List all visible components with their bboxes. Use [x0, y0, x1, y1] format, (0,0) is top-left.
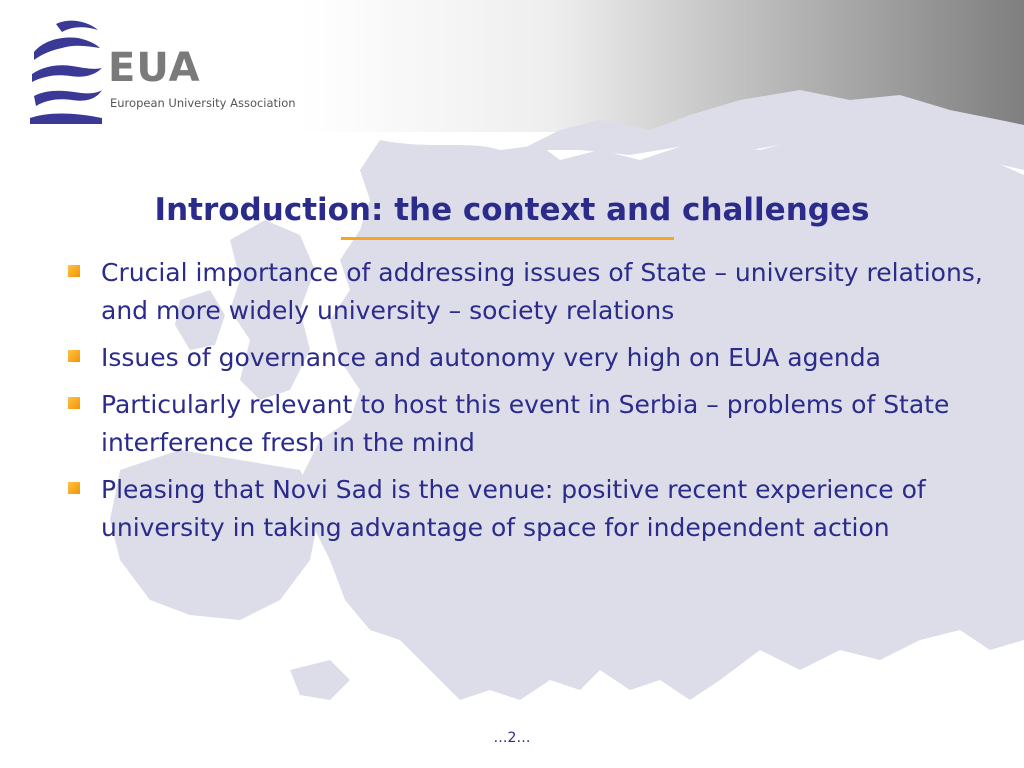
orange-square-bullet-icon	[68, 482, 80, 494]
bullet-text: Pleasing that Novi Sad is the venue: positive recent experience of university in taking advantage of space for independent action	[101, 475, 926, 542]
bullet-item	[66, 254, 986, 330]
eua-globe-emblem-icon	[28, 18, 108, 124]
bullet-item	[66, 386, 986, 462]
orange-square-bullet-icon	[68, 350, 80, 362]
page-number: …2…	[493, 730, 531, 746]
orange-square-bullet-icon	[68, 265, 80, 277]
title-underline	[341, 237, 674, 240]
bullet-text: Issues of governance and autonomy very high on EUA agenda	[101, 343, 881, 372]
bullet-item	[66, 471, 986, 547]
bullet-text: Particularly relevant to host this event in Serbia – problems of State interference fresh in the mind	[101, 390, 950, 457]
orange-square-bullet-icon	[68, 397, 80, 409]
slide-title: Introduction: the context and challenges	[154, 192, 870, 228]
bullet-list	[66, 254, 986, 556]
logo-tagline: European University Association	[110, 96, 296, 110]
bullet-item	[66, 339, 986, 377]
eua-logo	[28, 18, 318, 128]
bullet-text: Crucial importance of addressing issues of State – university relations, and more widely university – society relations	[101, 258, 983, 325]
logo-name: EUA	[108, 45, 201, 91]
